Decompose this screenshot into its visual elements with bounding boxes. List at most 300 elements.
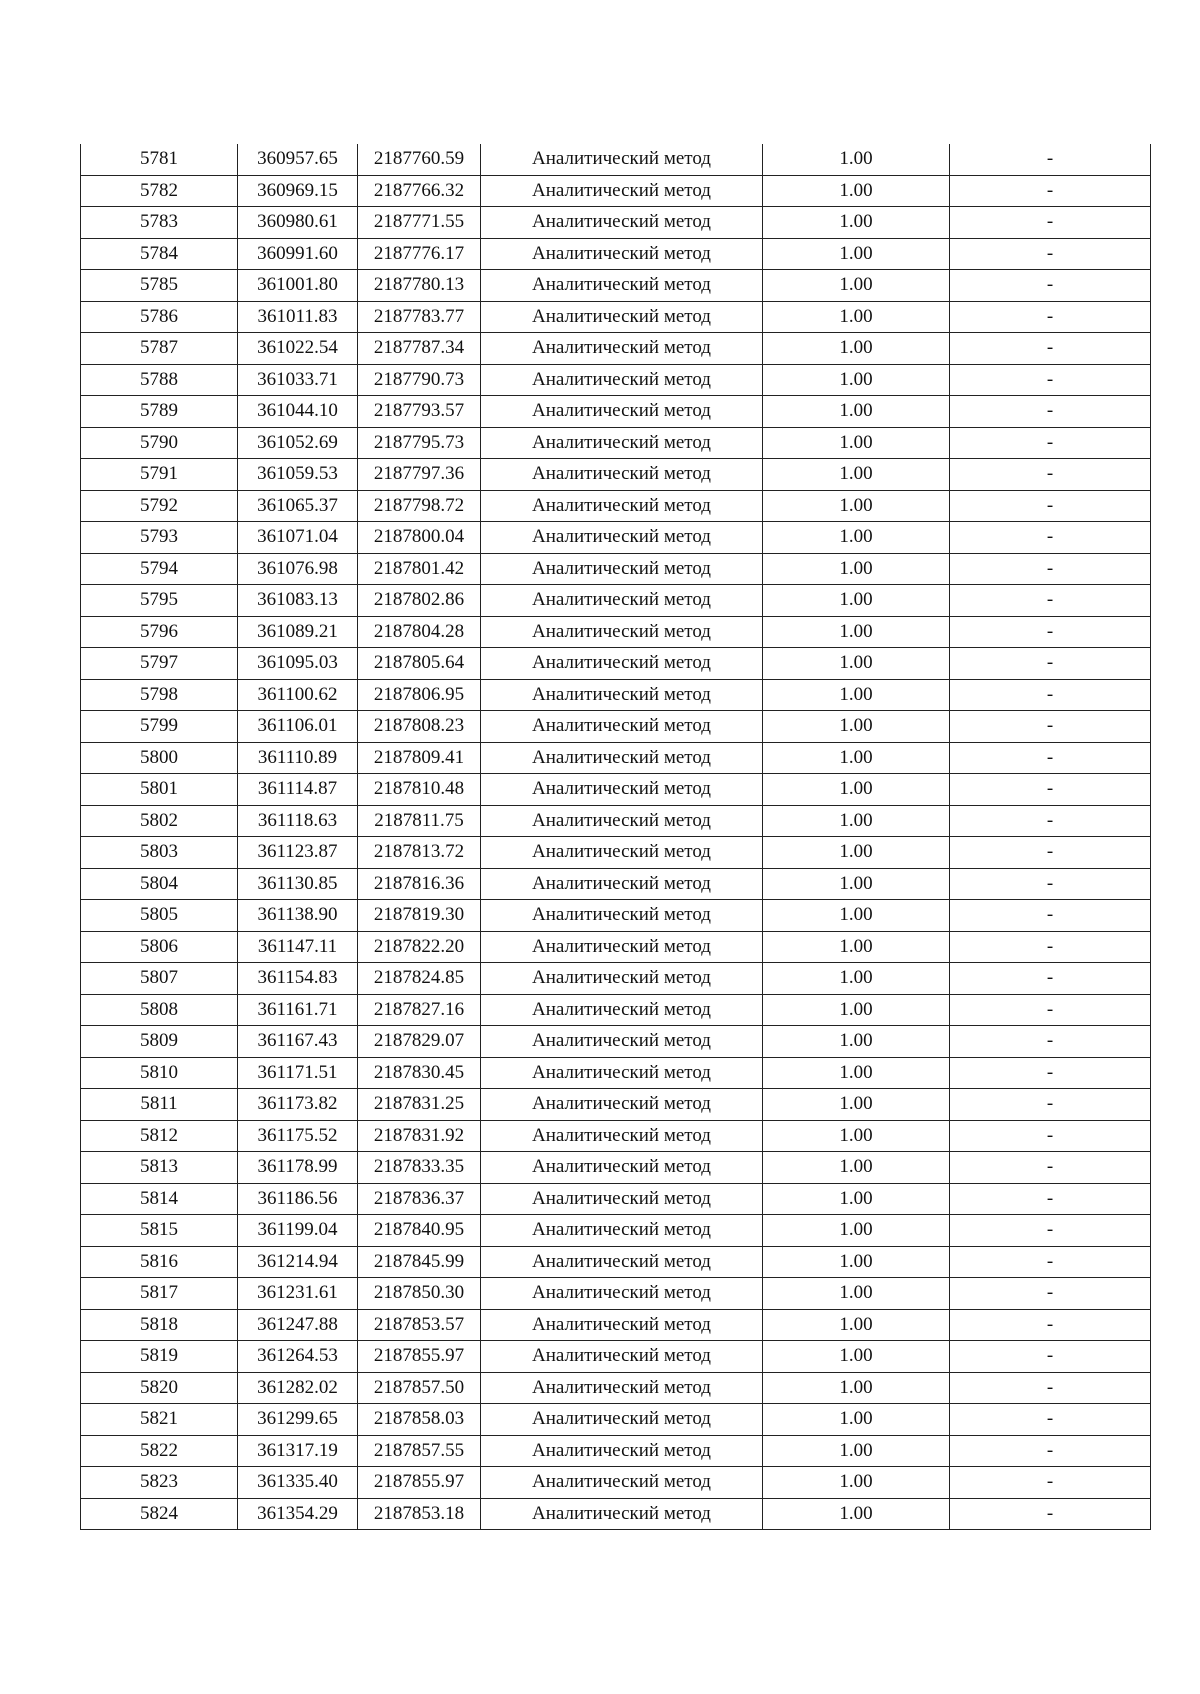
- method-cell: Аналитический метод: [481, 396, 763, 428]
- y-coordinate-cell: 2187797.36: [358, 459, 481, 491]
- accuracy-cell: 1.00: [763, 1435, 950, 1467]
- method-cell: Аналитический метод: [481, 868, 763, 900]
- point-number-cell: 5817: [81, 1278, 238, 1310]
- table-row: [81, 963, 1151, 995]
- point-number-cell: 5811: [81, 1089, 238, 1121]
- point-number-cell: 5781: [81, 144, 238, 175]
- y-coordinate-cell: 2187771.55: [358, 207, 481, 239]
- y-coordinate-cell: 2187830.45: [358, 1057, 481, 1089]
- y-coordinate-cell: 2187780.13: [358, 270, 481, 302]
- note-cell: -: [950, 175, 1151, 207]
- x-coordinate-cell: 361171.51: [238, 1057, 358, 1089]
- accuracy-cell: 1.00: [763, 805, 950, 837]
- y-coordinate-cell: 2187858.03: [358, 1404, 481, 1436]
- y-coordinate-cell: 2187831.25: [358, 1089, 481, 1121]
- method-cell: Аналитический метод: [481, 1309, 763, 1341]
- point-number-cell: 5792: [81, 490, 238, 522]
- y-coordinate-cell: 2187853.57: [358, 1309, 481, 1341]
- note-cell: -: [950, 270, 1151, 302]
- table-row: [81, 270, 1151, 302]
- accuracy-cell: 1.00: [763, 585, 950, 617]
- x-coordinate-cell: 361247.88: [238, 1309, 358, 1341]
- method-cell: Аналитический метод: [481, 333, 763, 365]
- note-cell: -: [950, 1372, 1151, 1404]
- point-number-cell: 5815: [81, 1215, 238, 1247]
- note-cell: -: [950, 616, 1151, 648]
- method-cell: Аналитический метод: [481, 648, 763, 680]
- method-cell: Аналитический метод: [481, 585, 763, 617]
- point-number-cell: 5800: [81, 742, 238, 774]
- note-cell: -: [950, 333, 1151, 365]
- point-number-cell: 5804: [81, 868, 238, 900]
- y-coordinate-cell: 2187853.18: [358, 1498, 481, 1530]
- x-coordinate-cell: 361354.29: [238, 1498, 358, 1530]
- x-coordinate-cell: 361071.04: [238, 522, 358, 554]
- note-cell: -: [950, 742, 1151, 774]
- method-cell: Аналитический метод: [481, 1026, 763, 1058]
- y-coordinate-cell: 2187790.73: [358, 364, 481, 396]
- x-coordinate-cell: 361011.83: [238, 301, 358, 333]
- note-cell: -: [950, 301, 1151, 333]
- table-row: [81, 805, 1151, 837]
- coordinates-table-body: [81, 144, 1151, 1530]
- x-coordinate-cell: 360980.61: [238, 207, 358, 239]
- note-cell: -: [950, 1246, 1151, 1278]
- method-cell: Аналитический метод: [481, 1183, 763, 1215]
- note-cell: -: [950, 868, 1151, 900]
- point-number-cell: 5785: [81, 270, 238, 302]
- note-cell: -: [950, 585, 1151, 617]
- note-cell: -: [950, 900, 1151, 932]
- note-cell: -: [950, 364, 1151, 396]
- x-coordinate-cell: 361123.87: [238, 837, 358, 869]
- x-coordinate-cell: 361299.65: [238, 1404, 358, 1436]
- y-coordinate-cell: 2187850.30: [358, 1278, 481, 1310]
- accuracy-cell: 1.00: [763, 1372, 950, 1404]
- method-cell: Аналитический метод: [481, 427, 763, 459]
- accuracy-cell: 1.00: [763, 427, 950, 459]
- accuracy-cell: 1.00: [763, 1026, 950, 1058]
- x-coordinate-cell: 360957.65: [238, 144, 358, 175]
- x-coordinate-cell: 361167.43: [238, 1026, 358, 1058]
- note-cell: -: [950, 238, 1151, 270]
- note-cell: -: [950, 1089, 1151, 1121]
- table-row: [81, 1026, 1151, 1058]
- table-row: [81, 1278, 1151, 1310]
- accuracy-cell: 1.00: [763, 711, 950, 743]
- x-coordinate-cell: 361282.02: [238, 1372, 358, 1404]
- table-row: [81, 427, 1151, 459]
- accuracy-cell: 1.00: [763, 837, 950, 869]
- accuracy-cell: 1.00: [763, 1309, 950, 1341]
- x-coordinate-cell: 361089.21: [238, 616, 358, 648]
- note-cell: -: [950, 144, 1151, 175]
- point-number-cell: 5794: [81, 553, 238, 585]
- table-row: [81, 900, 1151, 932]
- method-cell: Аналитический метод: [481, 1404, 763, 1436]
- table-row: [81, 1404, 1151, 1436]
- y-coordinate-cell: 2187857.55: [358, 1435, 481, 1467]
- accuracy-cell: 1.00: [763, 333, 950, 365]
- accuracy-cell: 1.00: [763, 616, 950, 648]
- method-cell: Аналитический метод: [481, 742, 763, 774]
- point-number-cell: 5810: [81, 1057, 238, 1089]
- y-coordinate-cell: 2187829.07: [358, 1026, 481, 1058]
- point-number-cell: 5789: [81, 396, 238, 428]
- table-row: [81, 742, 1151, 774]
- point-number-cell: 5823: [81, 1467, 238, 1499]
- table-row: [81, 616, 1151, 648]
- note-cell: -: [950, 837, 1151, 869]
- x-coordinate-cell: 361130.85: [238, 868, 358, 900]
- note-cell: -: [950, 648, 1151, 680]
- table-row: [81, 585, 1151, 617]
- note-cell: -: [950, 805, 1151, 837]
- point-number-cell: 5803: [81, 837, 238, 869]
- x-coordinate-cell: 361059.53: [238, 459, 358, 491]
- x-coordinate-cell: 361083.13: [238, 585, 358, 617]
- table-row: [81, 679, 1151, 711]
- y-coordinate-cell: 2187766.32: [358, 175, 481, 207]
- note-cell: -: [950, 207, 1151, 239]
- accuracy-cell: 1.00: [763, 994, 950, 1026]
- note-cell: -: [950, 931, 1151, 963]
- accuracy-cell: 1.00: [763, 648, 950, 680]
- method-cell: Аналитический метод: [481, 679, 763, 711]
- table-row: [81, 1309, 1151, 1341]
- accuracy-cell: 1.00: [763, 301, 950, 333]
- y-coordinate-cell: 2187793.57: [358, 396, 481, 428]
- x-coordinate-cell: 361114.87: [238, 774, 358, 806]
- note-cell: -: [950, 553, 1151, 585]
- table-row: [81, 1498, 1151, 1530]
- x-coordinate-cell: 361178.99: [238, 1152, 358, 1184]
- y-coordinate-cell: 2187836.37: [358, 1183, 481, 1215]
- accuracy-cell: 1.00: [763, 1404, 950, 1436]
- x-coordinate-cell: 361033.71: [238, 364, 358, 396]
- accuracy-cell: 1.00: [763, 1498, 950, 1530]
- accuracy-cell: 1.00: [763, 1341, 950, 1373]
- x-coordinate-cell: 361214.94: [238, 1246, 358, 1278]
- method-cell: Аналитический метод: [481, 805, 763, 837]
- table-row: [81, 648, 1151, 680]
- table-row: [81, 333, 1151, 365]
- y-coordinate-cell: 2187802.86: [358, 585, 481, 617]
- point-number-cell: 5820: [81, 1372, 238, 1404]
- point-number-cell: 5786: [81, 301, 238, 333]
- y-coordinate-cell: 2187831.92: [358, 1120, 481, 1152]
- accuracy-cell: 1.00: [763, 207, 950, 239]
- point-number-cell: 5807: [81, 963, 238, 995]
- x-coordinate-cell: 361118.63: [238, 805, 358, 837]
- table-row: [81, 144, 1151, 175]
- x-coordinate-cell: 361199.04: [238, 1215, 358, 1247]
- point-number-cell: 5802: [81, 805, 238, 837]
- x-coordinate-cell: 361175.52: [238, 1120, 358, 1152]
- point-number-cell: 5783: [81, 207, 238, 239]
- point-number-cell: 5791: [81, 459, 238, 491]
- x-coordinate-cell: 361052.69: [238, 427, 358, 459]
- table-row: [81, 1435, 1151, 1467]
- note-cell: -: [950, 711, 1151, 743]
- x-coordinate-cell: 361106.01: [238, 711, 358, 743]
- note-cell: -: [950, 522, 1151, 554]
- y-coordinate-cell: 2187806.95: [358, 679, 481, 711]
- table-row: [81, 1341, 1151, 1373]
- accuracy-cell: 1.00: [763, 396, 950, 428]
- x-coordinate-cell: 361317.19: [238, 1435, 358, 1467]
- method-cell: Аналитический метод: [481, 616, 763, 648]
- method-cell: Аналитический метод: [481, 1372, 763, 1404]
- accuracy-cell: 1.00: [763, 1089, 950, 1121]
- note-cell: -: [950, 1309, 1151, 1341]
- point-number-cell: 5805: [81, 900, 238, 932]
- point-number-cell: 5788: [81, 364, 238, 396]
- point-number-cell: 5801: [81, 774, 238, 806]
- x-coordinate-cell: 361335.40: [238, 1467, 358, 1499]
- accuracy-cell: 1.00: [763, 963, 950, 995]
- y-coordinate-cell: 2187804.28: [358, 616, 481, 648]
- table-row: [81, 1246, 1151, 1278]
- table-row: [81, 1120, 1151, 1152]
- note-cell: -: [950, 994, 1151, 1026]
- note-cell: -: [950, 396, 1151, 428]
- x-coordinate-cell: 361076.98: [238, 553, 358, 585]
- method-cell: Аналитический метод: [481, 301, 763, 333]
- method-cell: Аналитический метод: [481, 175, 763, 207]
- accuracy-cell: 1.00: [763, 868, 950, 900]
- y-coordinate-cell: 2187805.64: [358, 648, 481, 680]
- point-number-cell: 5798: [81, 679, 238, 711]
- accuracy-cell: 1.00: [763, 679, 950, 711]
- method-cell: Аналитический метод: [481, 522, 763, 554]
- y-coordinate-cell: 2187810.48: [358, 774, 481, 806]
- method-cell: Аналитический метод: [481, 364, 763, 396]
- point-number-cell: 5822: [81, 1435, 238, 1467]
- accuracy-cell: 1.00: [763, 900, 950, 932]
- note-cell: -: [950, 1341, 1151, 1373]
- x-coordinate-cell: 361110.89: [238, 742, 358, 774]
- note-cell: -: [950, 1152, 1151, 1184]
- accuracy-cell: 1.00: [763, 364, 950, 396]
- method-cell: Аналитический метод: [481, 1215, 763, 1247]
- method-cell: Аналитический метод: [481, 1467, 763, 1499]
- accuracy-cell: 1.00: [763, 1183, 950, 1215]
- table-row: [81, 553, 1151, 585]
- x-coordinate-cell: 361138.90: [238, 900, 358, 932]
- method-cell: Аналитический метод: [481, 207, 763, 239]
- table-row: [81, 396, 1151, 428]
- y-coordinate-cell: 2187833.35: [358, 1152, 481, 1184]
- accuracy-cell: 1.00: [763, 144, 950, 175]
- y-coordinate-cell: 2187798.72: [358, 490, 481, 522]
- y-coordinate-cell: 2187795.73: [358, 427, 481, 459]
- x-coordinate-cell: 360991.60: [238, 238, 358, 270]
- method-cell: Аналитический метод: [481, 459, 763, 491]
- point-number-cell: 5787: [81, 333, 238, 365]
- accuracy-cell: 1.00: [763, 931, 950, 963]
- x-coordinate-cell: 361186.56: [238, 1183, 358, 1215]
- y-coordinate-cell: 2187809.41: [358, 742, 481, 774]
- x-coordinate-cell: 361173.82: [238, 1089, 358, 1121]
- x-coordinate-cell: 361264.53: [238, 1341, 358, 1373]
- y-coordinate-cell: 2187857.50: [358, 1372, 481, 1404]
- accuracy-cell: 1.00: [763, 459, 950, 491]
- accuracy-cell: 1.00: [763, 270, 950, 302]
- point-number-cell: 5790: [81, 427, 238, 459]
- table-row: [81, 1372, 1151, 1404]
- x-coordinate-cell: 361154.83: [238, 963, 358, 995]
- y-coordinate-cell: 2187840.95: [358, 1215, 481, 1247]
- table-row: [81, 931, 1151, 963]
- point-number-cell: 5809: [81, 1026, 238, 1058]
- y-coordinate-cell: 2187800.04: [358, 522, 481, 554]
- note-cell: -: [950, 1120, 1151, 1152]
- table-row: [81, 301, 1151, 333]
- accuracy-cell: 1.00: [763, 175, 950, 207]
- point-number-cell: 5816: [81, 1246, 238, 1278]
- y-coordinate-cell: 2187776.17: [358, 238, 481, 270]
- method-cell: Аналитический метод: [481, 490, 763, 522]
- accuracy-cell: 1.00: [763, 1057, 950, 1089]
- table-row: [81, 207, 1151, 239]
- table-row: [81, 1183, 1151, 1215]
- x-coordinate-cell: 361161.71: [238, 994, 358, 1026]
- y-coordinate-cell: 2187822.20: [358, 931, 481, 963]
- x-coordinate-cell: 361095.03: [238, 648, 358, 680]
- accuracy-cell: 1.00: [763, 238, 950, 270]
- accuracy-cell: 1.00: [763, 742, 950, 774]
- note-cell: -: [950, 1278, 1151, 1310]
- x-coordinate-cell: 361044.10: [238, 396, 358, 428]
- point-number-cell: 5799: [81, 711, 238, 743]
- method-cell: Аналитический метод: [481, 963, 763, 995]
- method-cell: Аналитический метод: [481, 931, 763, 963]
- point-number-cell: 5782: [81, 175, 238, 207]
- method-cell: Аналитический метод: [481, 900, 763, 932]
- table-row: [81, 837, 1151, 869]
- method-cell: Аналитический метод: [481, 837, 763, 869]
- note-cell: -: [950, 427, 1151, 459]
- method-cell: Аналитический метод: [481, 1246, 763, 1278]
- note-cell: -: [950, 1467, 1151, 1499]
- table-row: [81, 1152, 1151, 1184]
- table-row: [81, 711, 1151, 743]
- accuracy-cell: 1.00: [763, 490, 950, 522]
- method-cell: Аналитический метод: [481, 711, 763, 743]
- table-row: [81, 1467, 1151, 1499]
- note-cell: -: [950, 1215, 1151, 1247]
- y-coordinate-cell: 2187808.23: [358, 711, 481, 743]
- table-row: [81, 994, 1151, 1026]
- x-coordinate-cell: 361147.11: [238, 931, 358, 963]
- table-row: [81, 175, 1151, 207]
- point-number-cell: 5797: [81, 648, 238, 680]
- note-cell: -: [950, 1057, 1151, 1089]
- y-coordinate-cell: 2187827.16: [358, 994, 481, 1026]
- method-cell: Аналитический метод: [481, 1435, 763, 1467]
- accuracy-cell: 1.00: [763, 1467, 950, 1499]
- y-coordinate-cell: 2187813.72: [358, 837, 481, 869]
- x-coordinate-cell: 361001.80: [238, 270, 358, 302]
- method-cell: Аналитический метод: [481, 270, 763, 302]
- y-coordinate-cell: 2187855.97: [358, 1341, 481, 1373]
- note-cell: -: [950, 1435, 1151, 1467]
- method-cell: Аналитический метод: [481, 1089, 763, 1121]
- point-number-cell: 5818: [81, 1309, 238, 1341]
- table-row: [81, 364, 1151, 396]
- note-cell: -: [950, 1183, 1151, 1215]
- point-number-cell: 5796: [81, 616, 238, 648]
- table-row: [81, 1089, 1151, 1121]
- x-coordinate-cell: 361100.62: [238, 679, 358, 711]
- method-cell: Аналитический метод: [481, 1498, 763, 1530]
- table-row: [81, 490, 1151, 522]
- y-coordinate-cell: 2187824.85: [358, 963, 481, 995]
- method-cell: Аналитический метод: [481, 1120, 763, 1152]
- y-coordinate-cell: 2187787.34: [358, 333, 481, 365]
- point-number-cell: 5824: [81, 1498, 238, 1530]
- accuracy-cell: 1.00: [763, 1120, 950, 1152]
- table-row: [81, 459, 1151, 491]
- point-number-cell: 5808: [81, 994, 238, 1026]
- note-cell: -: [950, 774, 1151, 806]
- point-number-cell: 5795: [81, 585, 238, 617]
- x-coordinate-cell: 360969.15: [238, 175, 358, 207]
- y-coordinate-cell: 2187783.77: [358, 301, 481, 333]
- note-cell: -: [950, 459, 1151, 491]
- table-row: [81, 774, 1151, 806]
- table-row: [81, 522, 1151, 554]
- note-cell: -: [950, 679, 1151, 711]
- accuracy-cell: 1.00: [763, 522, 950, 554]
- x-coordinate-cell: 361231.61: [238, 1278, 358, 1310]
- method-cell: Аналитический метод: [481, 238, 763, 270]
- point-number-cell: 5784: [81, 238, 238, 270]
- x-coordinate-cell: 361065.37: [238, 490, 358, 522]
- method-cell: Аналитический метод: [481, 994, 763, 1026]
- y-coordinate-cell: 2187819.30: [358, 900, 481, 932]
- table-row: [81, 1057, 1151, 1089]
- note-cell: -: [950, 1404, 1151, 1436]
- accuracy-cell: 1.00: [763, 553, 950, 585]
- x-coordinate-cell: 361022.54: [238, 333, 358, 365]
- y-coordinate-cell: 2187801.42: [358, 553, 481, 585]
- y-coordinate-cell: 2187855.97: [358, 1467, 481, 1499]
- point-number-cell: 5814: [81, 1183, 238, 1215]
- note-cell: -: [950, 490, 1151, 522]
- y-coordinate-cell: 2187845.99: [358, 1246, 481, 1278]
- note-cell: -: [950, 1026, 1151, 1058]
- accuracy-cell: 1.00: [763, 774, 950, 806]
- method-cell: Аналитический метод: [481, 553, 763, 585]
- point-number-cell: 5813: [81, 1152, 238, 1184]
- y-coordinate-cell: 2187816.36: [358, 868, 481, 900]
- note-cell: -: [950, 963, 1151, 995]
- method-cell: Аналитический метод: [481, 774, 763, 806]
- table-row: [81, 238, 1151, 270]
- method-cell: Аналитический метод: [481, 1057, 763, 1089]
- table-row: [81, 868, 1151, 900]
- coordinates-table: [80, 144, 1151, 1530]
- accuracy-cell: 1.00: [763, 1152, 950, 1184]
- point-number-cell: 5806: [81, 931, 238, 963]
- note-cell: -: [950, 1498, 1151, 1530]
- method-cell: Аналитический метод: [481, 1341, 763, 1373]
- method-cell: Аналитический метод: [481, 144, 763, 175]
- accuracy-cell: 1.00: [763, 1246, 950, 1278]
- y-coordinate-cell: 2187760.59: [358, 144, 481, 175]
